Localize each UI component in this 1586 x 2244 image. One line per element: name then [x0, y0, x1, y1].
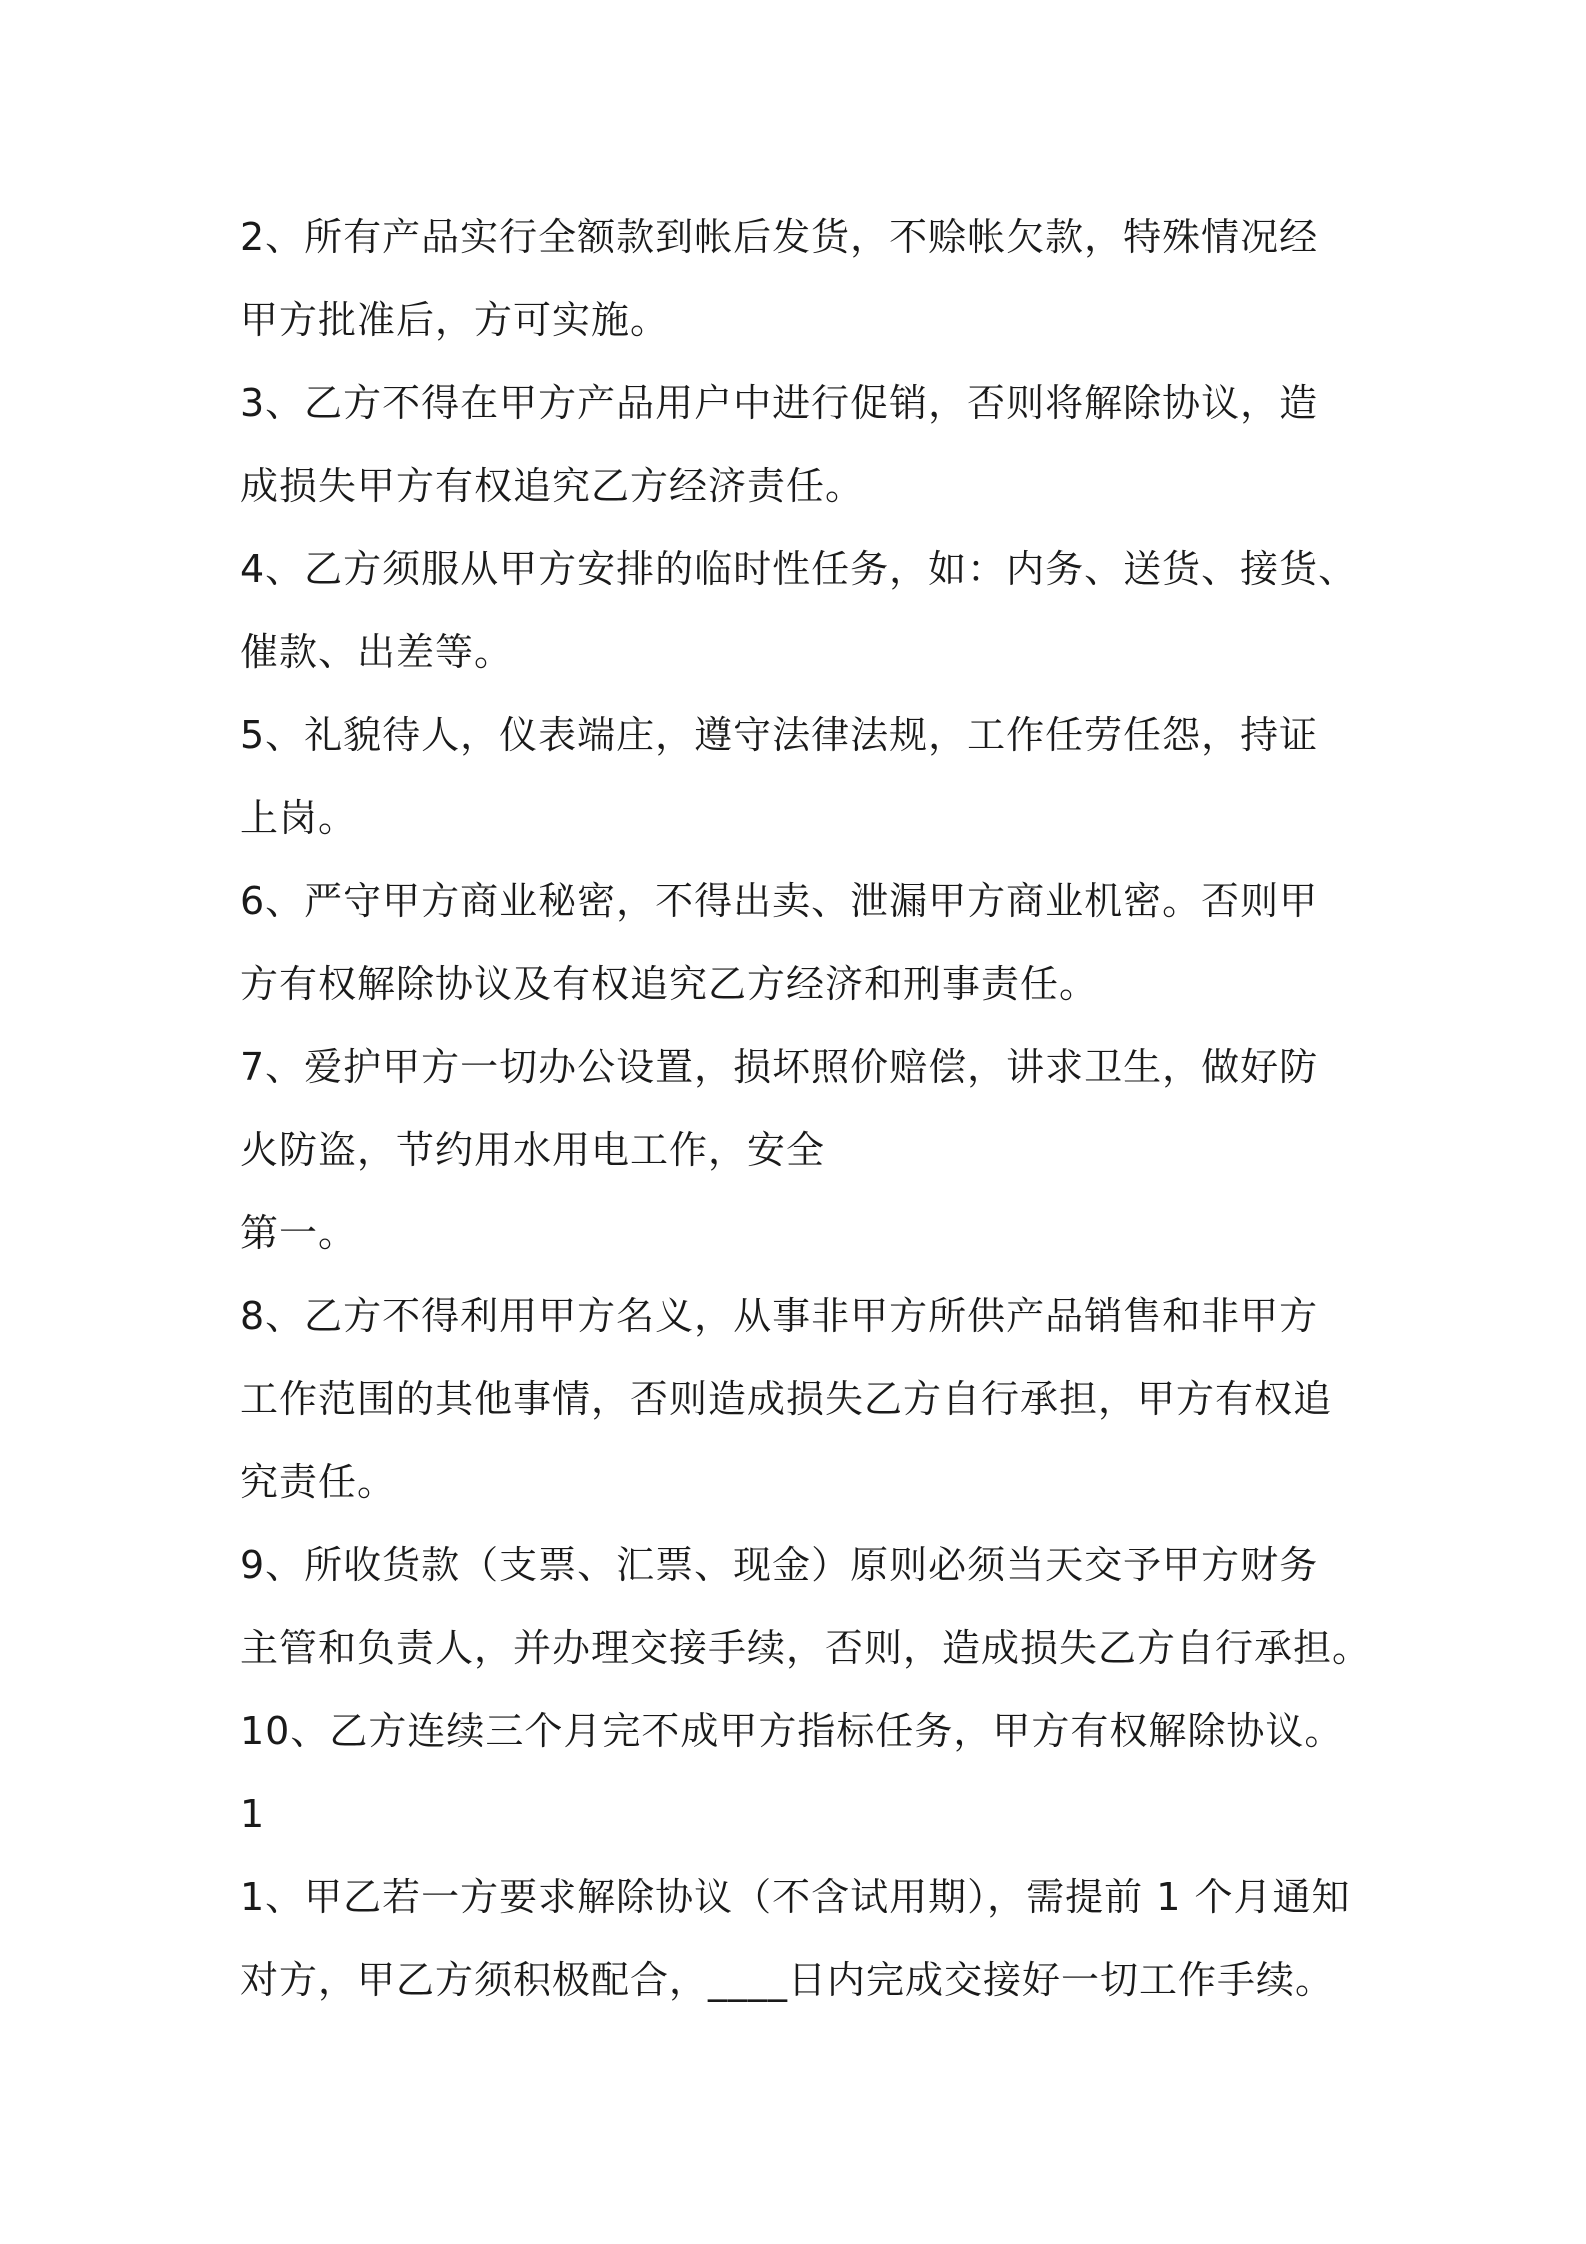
text-line: 9、所收货款（支票、汇票、现金）原则必须当天交予甲方财务 [240, 1543, 1319, 1587]
text-line: 催款、出差等。 [240, 630, 514, 674]
text-line: 5、礼貌待人，仪表端庄，遵守法律法规，工作任劳任怨，持证 [240, 713, 1319, 757]
text-line: 3、乙方不得在甲方产品用户中进行促销，否则将解除协议，造 [240, 381, 1319, 425]
text-line: 1、甲乙若一方要求解除协议（不含试用期），需提前 1 个月通知 [240, 1875, 1351, 1919]
page-number: 1 [240, 1792, 266, 1836]
text-line: 对方，甲乙方须积极配合，____日内完成交接好一切工作手续。 [240, 1958, 1335, 2002]
text-line: 主管和负责人，并办理交接手续，否则，造成损失乙方自行承担。 [240, 1626, 1372, 1670]
text-line: 方有权解除协议及有权追究乙方经济和刑事责任。 [240, 962, 1099, 1006]
text-line: 2、所有产品实行全额款到帐后发货，不赊帐欠款，特殊情况经 [240, 215, 1319, 259]
document-body [240, 196, 1370, 2022]
text-line: 10、乙方连续三个月完不成甲方指标任务，甲方有权解除协议。 [240, 1709, 1344, 1753]
text-line: 第一。 [240, 1211, 358, 1255]
text-line: 工作范围的其他事情，否则造成损失乙方自行承担，甲方有权追 [240, 1377, 1333, 1421]
text-line: 成损失甲方有权追究乙方经济责任。 [240, 464, 865, 508]
text-line: 8、乙方不得利用甲方名义，从事非甲方所供产品销售和非甲方 [240, 1294, 1319, 1338]
text-line: 火防盗，节约用水用电工作，安全 [240, 1128, 826, 1172]
text-line: 究责任。 [240, 1460, 397, 1504]
text-line: 上岗。 [240, 796, 358, 840]
text-line: 甲方批准后，方可实施。 [240, 298, 670, 342]
text-line: 4、乙方须服从甲方安排的临时性任务，如：内务、送货、接货、 [240, 547, 1358, 591]
text-line: 6、严守甲方商业秘密，不得出卖、泄漏甲方商业机密。否则甲 [240, 879, 1319, 923]
text-line: 7、爱护甲方一切办公设置，损坏照价赔偿，讲求卫生，做好防 [240, 1045, 1319, 1089]
